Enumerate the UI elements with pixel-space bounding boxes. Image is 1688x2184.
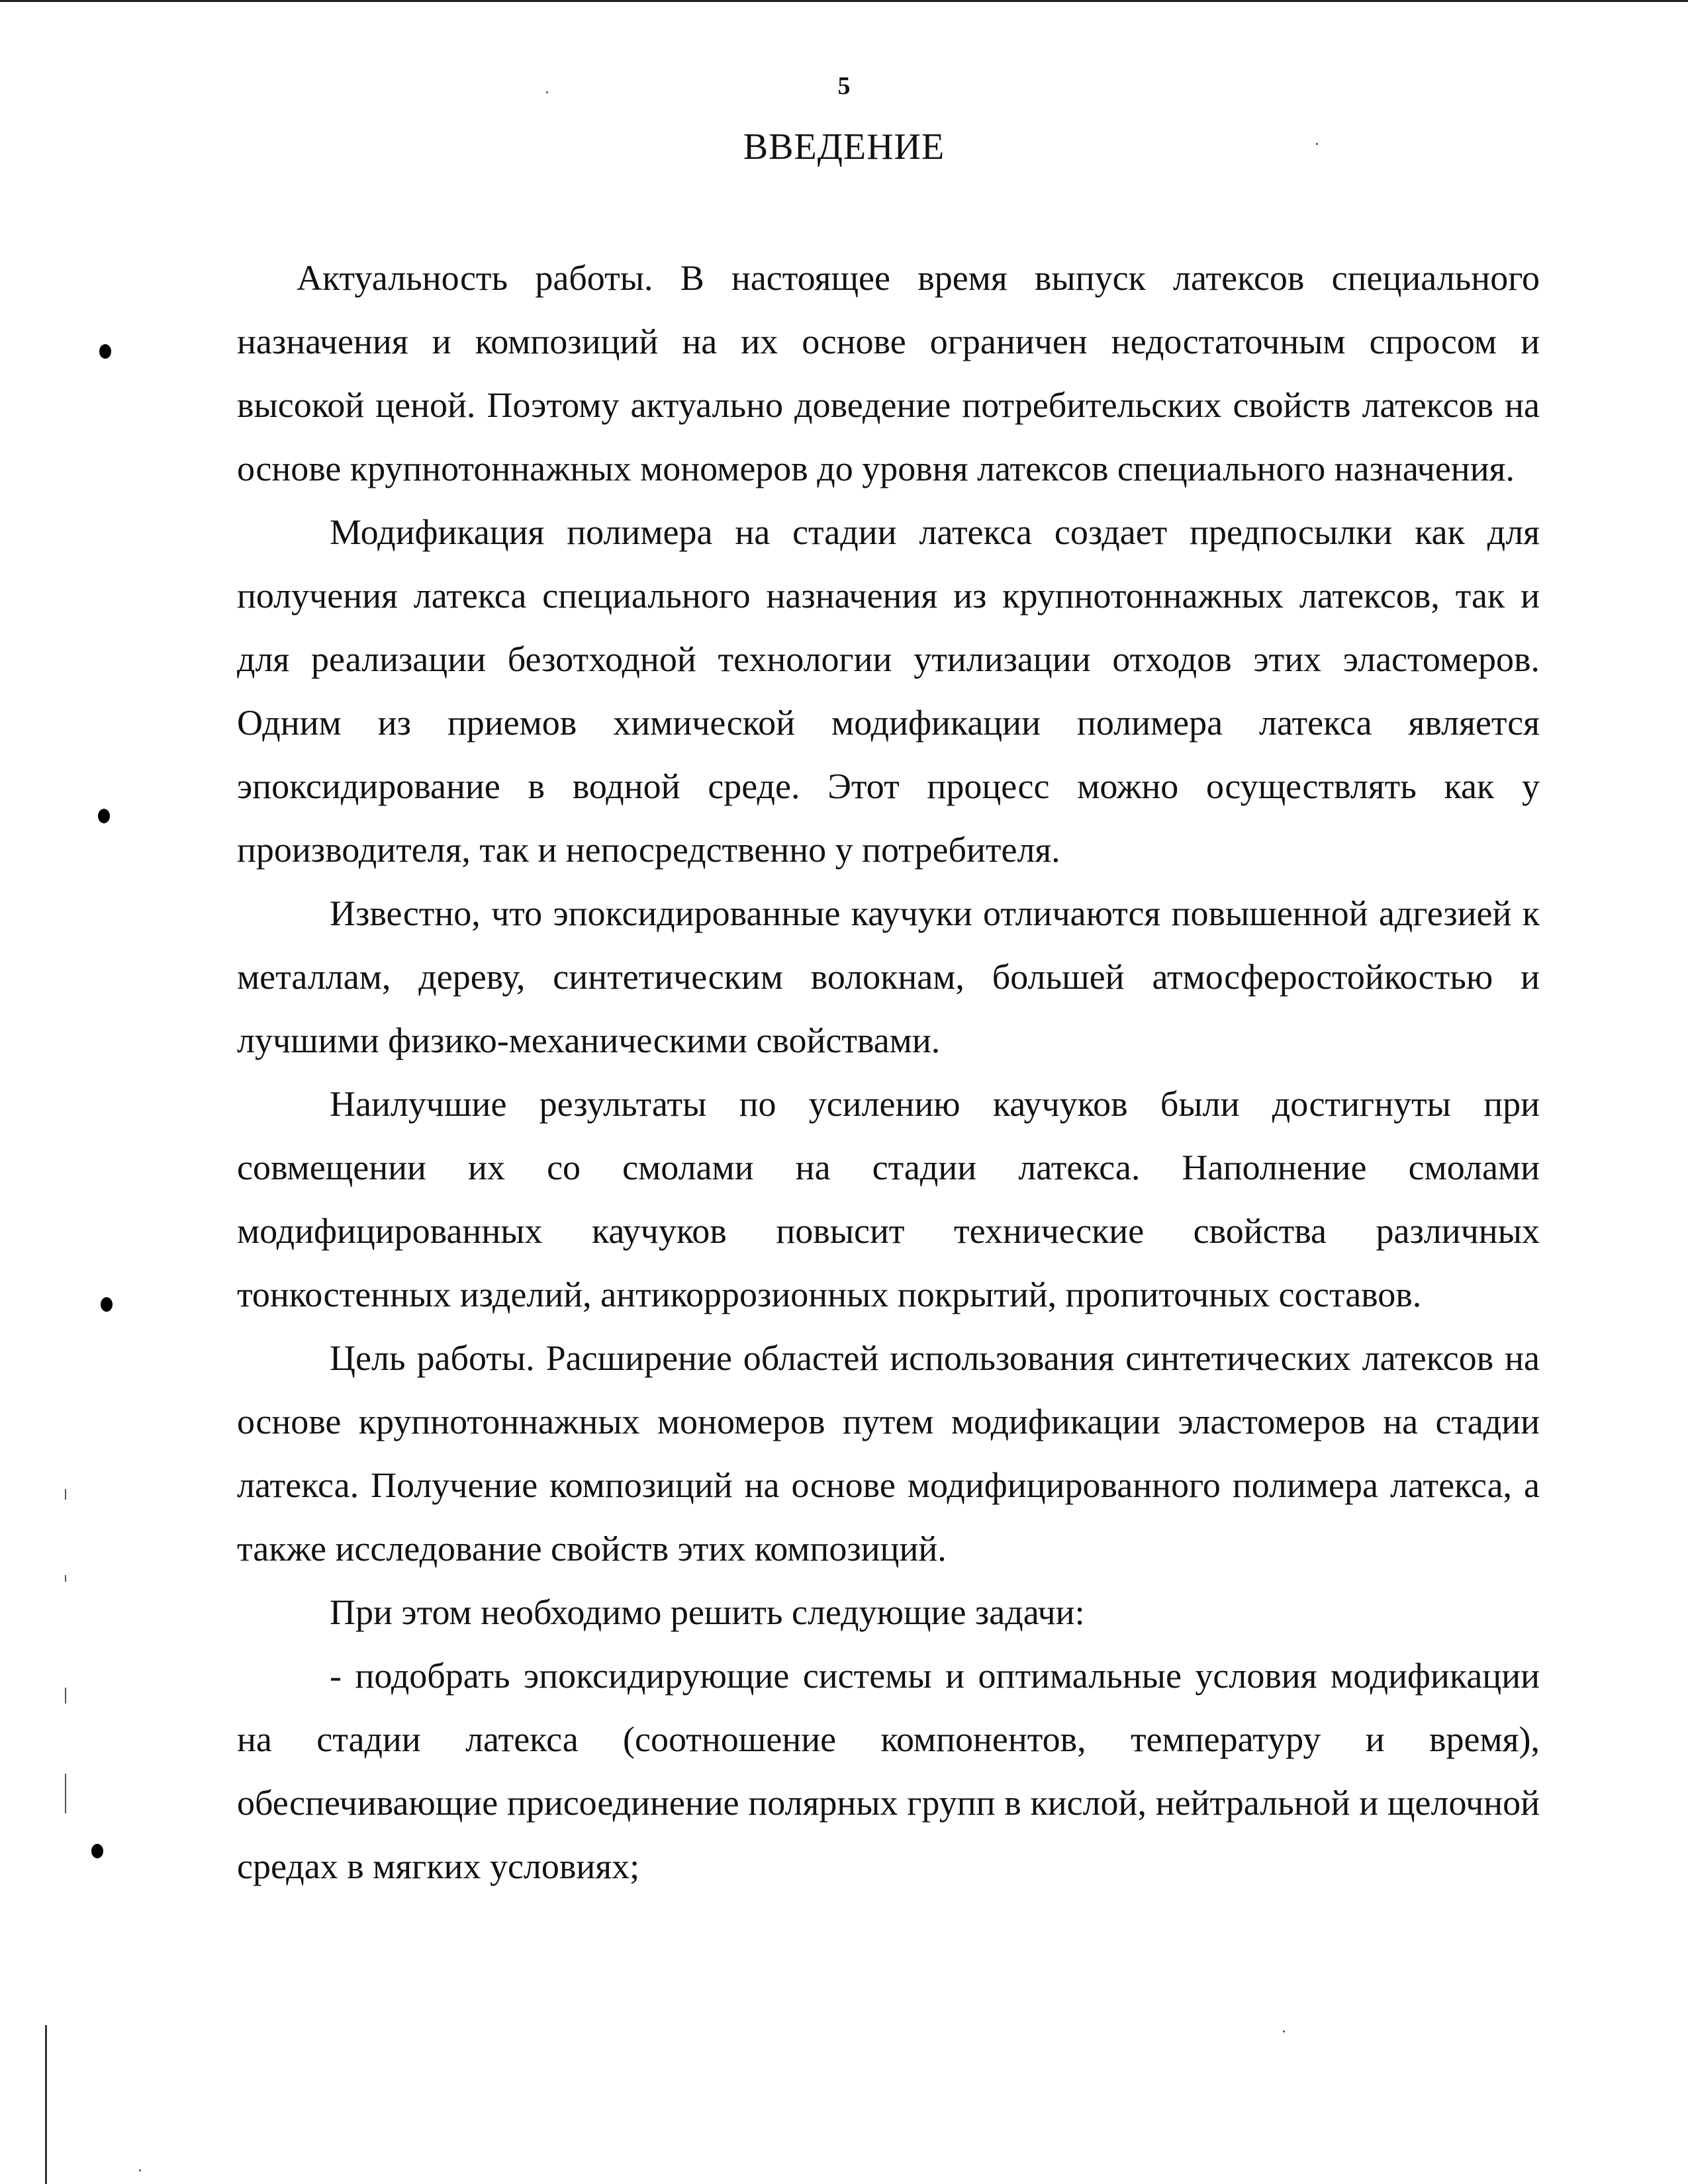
binder-hole-mark — [91, 1844, 103, 1858]
binder-hole-mark — [98, 809, 110, 823]
scan-speck — [139, 2169, 141, 2171]
document-body — [237, 246, 1540, 1898]
binder-hole-mark — [101, 1297, 113, 1312]
scan-border-left — [45, 2025, 47, 2184]
binder-hole-mark — [99, 344, 111, 359]
scan-mark — [65, 1575, 66, 1582]
paragraph-relevance: Актуальность работы. В настоящее время выпуск латексов специального назначения и композиций на их основе ограничен недостаточным спросом и высокой ценой. Поэтому актуально доведение потребительских свойств латексов на основе крупнотоннажных мономеров до уровня латексов специального назначения. — [237, 258, 1540, 488]
scan-mark — [65, 1489, 66, 1500]
list-item-task-1: - подобрать эпоксидирующие системы и оптимальные условия модификации на стадии латекса (соотношение компонентов, температуру и время), обеспечивающие присоединение полярных групп в кислой, нейтральной и щелочной средах в мягких условиях; — [237, 1656, 1540, 1886]
scan-border-top — [0, 0, 1688, 2]
page-number: 5 — [837, 72, 851, 100]
paragraph-goal: Цель работы. Расширение областей использования синтетических латексов на основе крупнотоннажных мономеров путем модификации эластомеров на стадии латекса. Получение композиций на основе модифицированного полимера латекса, а также исследование свойств этих композиций. — [237, 1338, 1540, 1569]
scan-mark — [65, 1774, 66, 1813]
scan-mark — [65, 1688, 66, 1704]
paragraph-best-results: Наилучшие результаты по усилению каучуков были достигнуты при совмещении их со смолами на стадии латекса. Наполнение смолами модифицированных каучуков повысит технические свойства различных тонкостенных изделий, антикоррозионных покрытий, пропиточных составов. — [237, 1084, 1540, 1314]
scan-speck — [1283, 2030, 1285, 2032]
paragraph-modification: Модификация полимера на стадии латекса создает предпосылки как для получения латекса специального назначения из крупнотоннажных латексов, так и для реализации безотходной технологии утилизации отходов этих эластомеров. Одним из приемов химической модификации полимера латекса является эпоксидирование в водной среде. Этот процесс можно осуществлять как у производителя, так и непосредственно у потребителя. — [237, 512, 1540, 870]
paragraph-tasks-intro: При этом необходимо решить следующие задачи: — [330, 1592, 1085, 1632]
page-title: ВВЕДЕНИЕ — [743, 126, 945, 167]
paragraph-epoxidized-rubbers: Известно, что эпоксидированные каучуки отличаются повышенной адгезией к металлам, дереву, синтетическим волокнам, большей атмосферостойкостью и лучшими физико-механическими свойствами. — [237, 893, 1540, 1060]
